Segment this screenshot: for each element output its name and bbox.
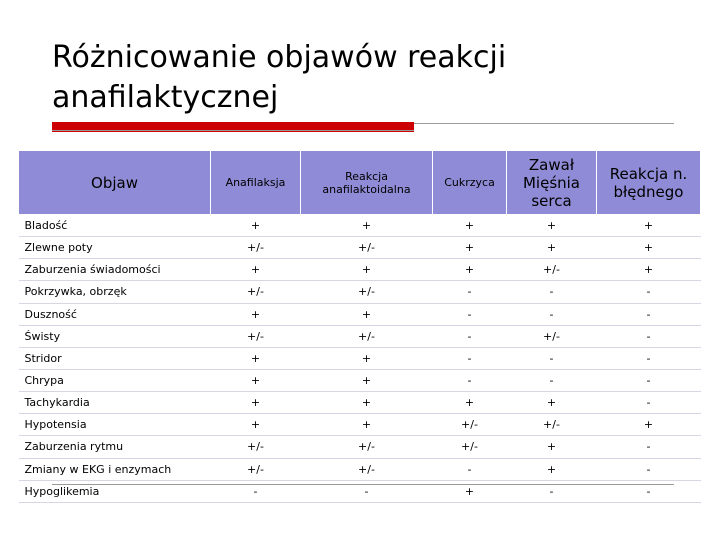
header-cukrzyca: Cukrzyca — [433, 151, 507, 215]
symptom-name: Zlewne poty — [24, 241, 93, 255]
symptom-value-cell: + — [361, 307, 372, 321]
symptom-name: Chrypa — [24, 374, 64, 388]
symptom-value-cell: + — [643, 219, 654, 233]
symptom-value-cell: - — [646, 329, 651, 343]
symptom-value-cell: - — [253, 484, 258, 498]
symptom-value-cell: + — [250, 351, 261, 365]
table-row — [19, 325, 701, 347]
header-objaw: Objaw — [19, 151, 211, 215]
symptom-value-cell: - — [549, 484, 554, 498]
symptom-value-cell: - — [646, 307, 651, 321]
table-row — [19, 237, 701, 259]
symptom-value-cell: + — [643, 418, 654, 432]
bottom-divider — [52, 484, 674, 485]
symptom-value-cell: + — [546, 219, 557, 233]
title-divider-lower — [52, 130, 414, 131]
table-row — [19, 414, 701, 436]
symptom-value-cell: +/- — [247, 329, 264, 343]
symptom-value-cell: - — [646, 374, 651, 388]
symptom-value-cell: + — [361, 219, 372, 233]
symptom-value-cell: + — [464, 396, 475, 410]
symptom-value-cell: +/- — [461, 440, 478, 454]
symptom-value-cell: +/- — [461, 418, 478, 432]
symptom-value-cell: - — [549, 285, 554, 299]
header-reakcja-anafilaktoidalna: Reakcja anafilaktoidalna — [301, 151, 433, 215]
symptom-name: Bladość — [24, 219, 68, 233]
symptom-value-cell: + — [361, 374, 372, 388]
symptom-table-container — [18, 150, 700, 503]
symptom-value-cell: + — [546, 462, 557, 476]
symptom-value-cell: + — [643, 263, 654, 277]
symptom-value-cell: + — [250, 396, 261, 410]
symptom-value-cell: + — [361, 396, 372, 410]
symptom-value-cell: + — [250, 263, 261, 277]
symptom-value-cell: + — [546, 241, 557, 255]
symptom-name: Hypoglikemia — [24, 484, 100, 498]
symptom-value-cell: +/- — [358, 329, 375, 343]
symptom-name: Świsty — [24, 329, 61, 343]
symptom-value-cell: +/- — [247, 440, 264, 454]
symptom-name: Zaburzenia świadomości — [24, 263, 161, 277]
symptom-value-cell: + — [250, 307, 261, 321]
symptom-value-cell: + — [546, 440, 557, 454]
table-row — [19, 436, 701, 458]
symptom-value-cell: +/- — [543, 329, 560, 343]
table-row — [19, 303, 701, 325]
symptom-value-cell: + — [361, 263, 372, 277]
symptom-value-cell: + — [361, 351, 372, 365]
symptom-value-cell: +/- — [543, 263, 560, 277]
symptom-value-cell: - — [549, 307, 554, 321]
symptom-value-cell: - — [467, 374, 472, 388]
symptom-value-cell: - — [646, 396, 651, 410]
table-row — [19, 215, 701, 237]
symptom-value-cell: - — [467, 351, 472, 365]
symptom-value-cell: - — [646, 285, 651, 299]
header-anafilaksja: Anafilaksja — [211, 151, 301, 215]
symptom-name: Stridor — [24, 351, 62, 365]
symptom-value-cell: + — [250, 219, 261, 233]
header-zawal: Zawał Mięśnia serca — [507, 151, 597, 215]
symptom-value-cell: +/- — [358, 462, 375, 476]
table-row — [19, 458, 701, 480]
symptom-value-cell: - — [646, 351, 651, 365]
symptom-value-cell: - — [467, 285, 472, 299]
symptom-comparison-table — [18, 150, 701, 503]
symptom-value-cell: + — [643, 241, 654, 255]
table-row — [19, 392, 701, 414]
table-body — [19, 215, 701, 503]
symptom-value-cell: - — [467, 329, 472, 343]
slide-title: Różnicowanie objawów reakcji anafilaktycznej — [52, 40, 507, 115]
symptom-value-cell: +/- — [358, 285, 375, 299]
symptom-value-cell: +/- — [247, 241, 264, 255]
symptom-value-cell: + — [250, 418, 261, 432]
table-row — [19, 347, 701, 369]
symptom-value-cell: + — [464, 484, 475, 498]
table-header-row — [19, 151, 701, 215]
symptom-value-cell: + — [250, 374, 261, 388]
symptom-value-cell: - — [646, 484, 651, 498]
symptom-value-cell: +/- — [247, 285, 264, 299]
symptom-value-cell: - — [467, 462, 472, 476]
symptom-value-cell: - — [646, 440, 651, 454]
symptom-value-cell: + — [464, 241, 475, 255]
symptom-value-cell: + — [546, 396, 557, 410]
table-row — [19, 281, 701, 303]
symptom-name: Hypotensia — [24, 418, 87, 432]
symptom-value-cell: - — [549, 351, 554, 365]
symptom-name: Tachykardia — [24, 396, 90, 410]
symptom-value-cell: + — [361, 418, 372, 432]
symptom-value-cell: - — [364, 484, 369, 498]
symptom-name: Pokrzywka, obrzęk — [24, 285, 127, 299]
symptom-value-cell: +/- — [358, 440, 375, 454]
symptom-name: Zaburzenia rytmu — [24, 440, 124, 454]
symptom-value-cell: + — [464, 219, 475, 233]
table-row — [19, 259, 701, 281]
symptom-name: Duszność — [24, 307, 77, 321]
symptom-value-cell: +/- — [543, 418, 560, 432]
symptom-value-cell: +/- — [247, 462, 264, 476]
header-reakcja-n-blednego: Reakcja n. błędnego — [597, 151, 701, 215]
symptom-name: Zmiany w EKG i enzymach — [24, 462, 172, 476]
table-row — [19, 369, 701, 391]
symptom-value-cell: - — [646, 462, 651, 476]
symptom-value-cell: - — [549, 374, 554, 388]
symptom-value-cell: +/- — [358, 241, 375, 255]
symptom-value-cell: + — [464, 263, 475, 277]
symptom-value-cell: - — [467, 307, 472, 321]
